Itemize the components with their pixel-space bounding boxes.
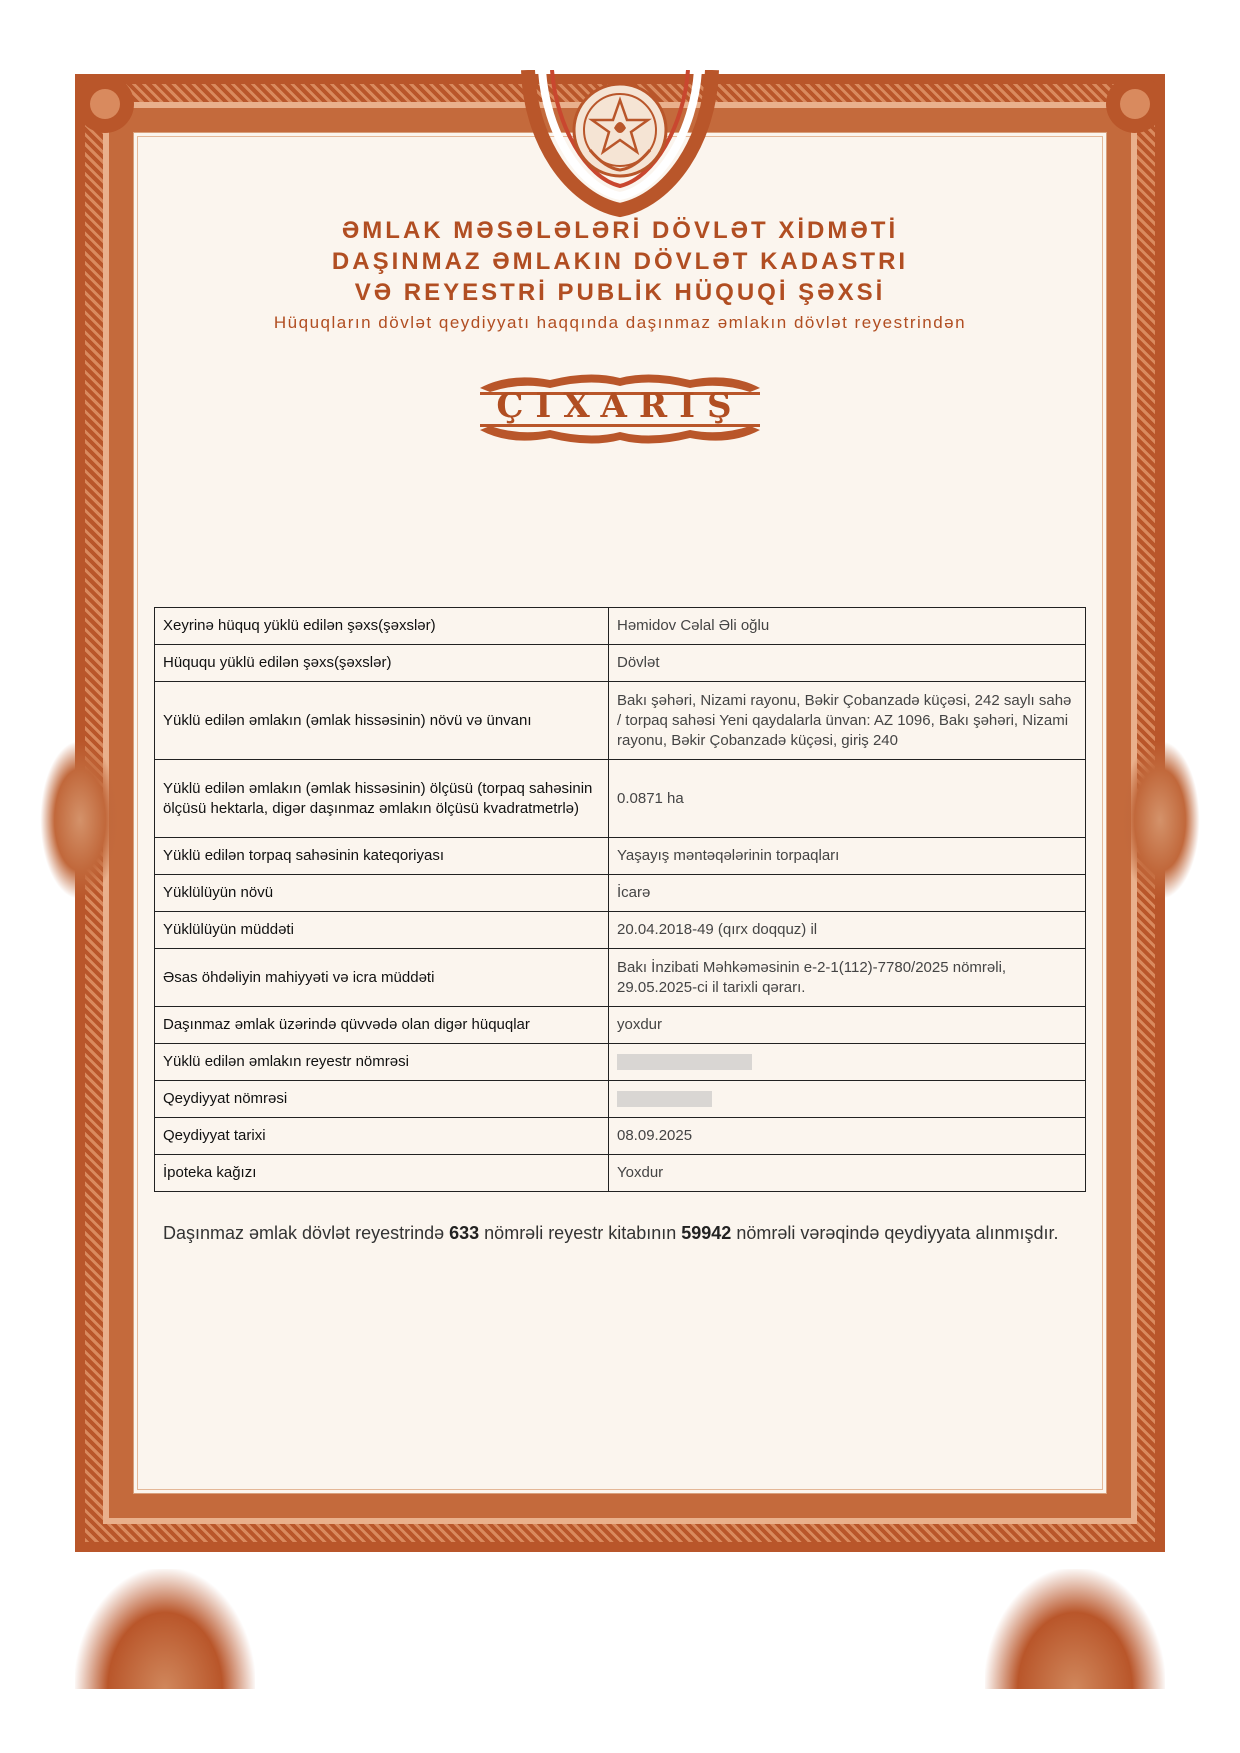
row-label: Xeyrinə hüquq yüklü edilən şəxs(şəxslər) [155, 608, 609, 645]
table-row [155, 838, 1086, 875]
row-label: Yüklü edilən əmlakın (əmlak hissəsinin) ölçüsü (torpaq sahəsinin ölçüsü hektarla, digər daşınmaz əmlakın ölçüsü kvadratmetrlə) [155, 760, 609, 838]
table-row [155, 1081, 1086, 1118]
table-row [155, 912, 1086, 949]
row-label: Hüququ yüklü edilən şəxs(şəxslər) [155, 645, 609, 682]
table-row [155, 949, 1086, 1007]
row-value: Yaşayış məntəqələrinin torpaqları [609, 838, 1086, 875]
statement-text: nömrəli reyestr kitabının [479, 1223, 682, 1243]
table-row [155, 608, 1086, 645]
row-label: Qeydiyyat nömrəsi [155, 1081, 609, 1118]
table-row [155, 1155, 1086, 1192]
row-value: Yoxdur [609, 1155, 1086, 1192]
row-value [609, 1081, 1086, 1118]
header-subtitle: Hüquqların dövlət qeydiyyatı haqqında daşınmaz əmlakın dövlət reyestrindən [273, 313, 967, 332]
row-value: Dövlət [609, 645, 1086, 682]
side-ornament [40, 740, 120, 900]
row-label: Yüklülüyün müddəti [155, 912, 609, 949]
row-label: Yüklü edilən əmlakın (əmlak hissəsinin) növü və ünvanı [155, 682, 609, 760]
corner-ornament [76, 75, 134, 133]
row-label: Əsas öhdəliyin mahiyyəti və icra müddəti [155, 949, 609, 1007]
corner-ornament [1106, 75, 1164, 133]
row-label: Yüklü edilən əmlakın reyestr nömrəsi [155, 1044, 609, 1081]
header-line-3: VƏ REYESTRİ PUBLİK HÜQUQİ ŞƏXSİ [354, 279, 886, 306]
row-value: İcarə [609, 875, 1086, 912]
header-line-2: DAŞINMAZ ƏMLAKIN DÖVLƏT KADASTRI [331, 248, 909, 275]
table-row [155, 1118, 1086, 1155]
redacted-value [617, 1091, 712, 1107]
row-value: 20.04.2018-49 (qırx doqquz) il [609, 912, 1086, 949]
row-label: Yüklü edilən torpaq sahəsinin kateqoriyası [155, 838, 609, 875]
bottom-ornament [75, 1569, 255, 1689]
table-row [155, 1044, 1086, 1081]
statement-text: Daşınmaz əmlak dövlət reyestrində [163, 1223, 450, 1243]
registry-book-number: 633 [449, 1223, 480, 1243]
table-row [155, 875, 1086, 912]
row-value [609, 1044, 1086, 1081]
bottom-ornament [985, 1569, 1165, 1689]
statement-text: nömrəli vərəqində qeydiyyata alınmışdır. [731, 1223, 1059, 1243]
row-value: yoxdur [609, 1007, 1086, 1044]
row-value: 0.0871 ha [609, 760, 1086, 838]
redacted-value [617, 1054, 752, 1070]
row-value: Həmidov Cəlal Əli oğlu [609, 608, 1086, 645]
table-row [155, 645, 1086, 682]
side-ornament [1120, 740, 1200, 900]
state-emblem-icon [570, 80, 670, 180]
row-label: Daşınmaz əmlak üzərində qüvvədə olan digər hüquqlar [155, 1007, 609, 1044]
row-label: Qeydiyyat tarixi [155, 1118, 609, 1155]
row-value: Bakı İnzibati Məhkəməsinin e-2-1(112)-7780/2025 nömrəli, 29.05.2025-ci il tarixli qərarı. [609, 949, 1086, 1007]
extract-table [154, 607, 1086, 1192]
registry-page-number: 59942 [681, 1223, 732, 1243]
row-value: 08.09.2025 [609, 1118, 1086, 1155]
document-title: ÇIXARIŞ [496, 386, 744, 426]
table-row [155, 1007, 1086, 1044]
table-row [155, 760, 1086, 838]
row-value: Bakı şəhəri, Nizami rayonu, Bəkir Çobanzadə küçəsi, 242 saylı sahə / torpaq sahəsi Yeni qaydalarla ünvan: AZ 1096, Bakı şəhəri, Nizami rayonu, Bəkir Çobanzadə küçəsi, giriş 240 [609, 682, 1086, 760]
row-label: Yüklülüyün növü [155, 875, 609, 912]
registry-statement [163, 1223, 1113, 1244]
header-line-1: ƏMLAK MƏSƏLƏLƏRİ DÖVLƏT XİDMƏTİ [341, 217, 899, 244]
table-row [155, 682, 1086, 760]
row-label: İpoteka kağızı [155, 1155, 609, 1192]
